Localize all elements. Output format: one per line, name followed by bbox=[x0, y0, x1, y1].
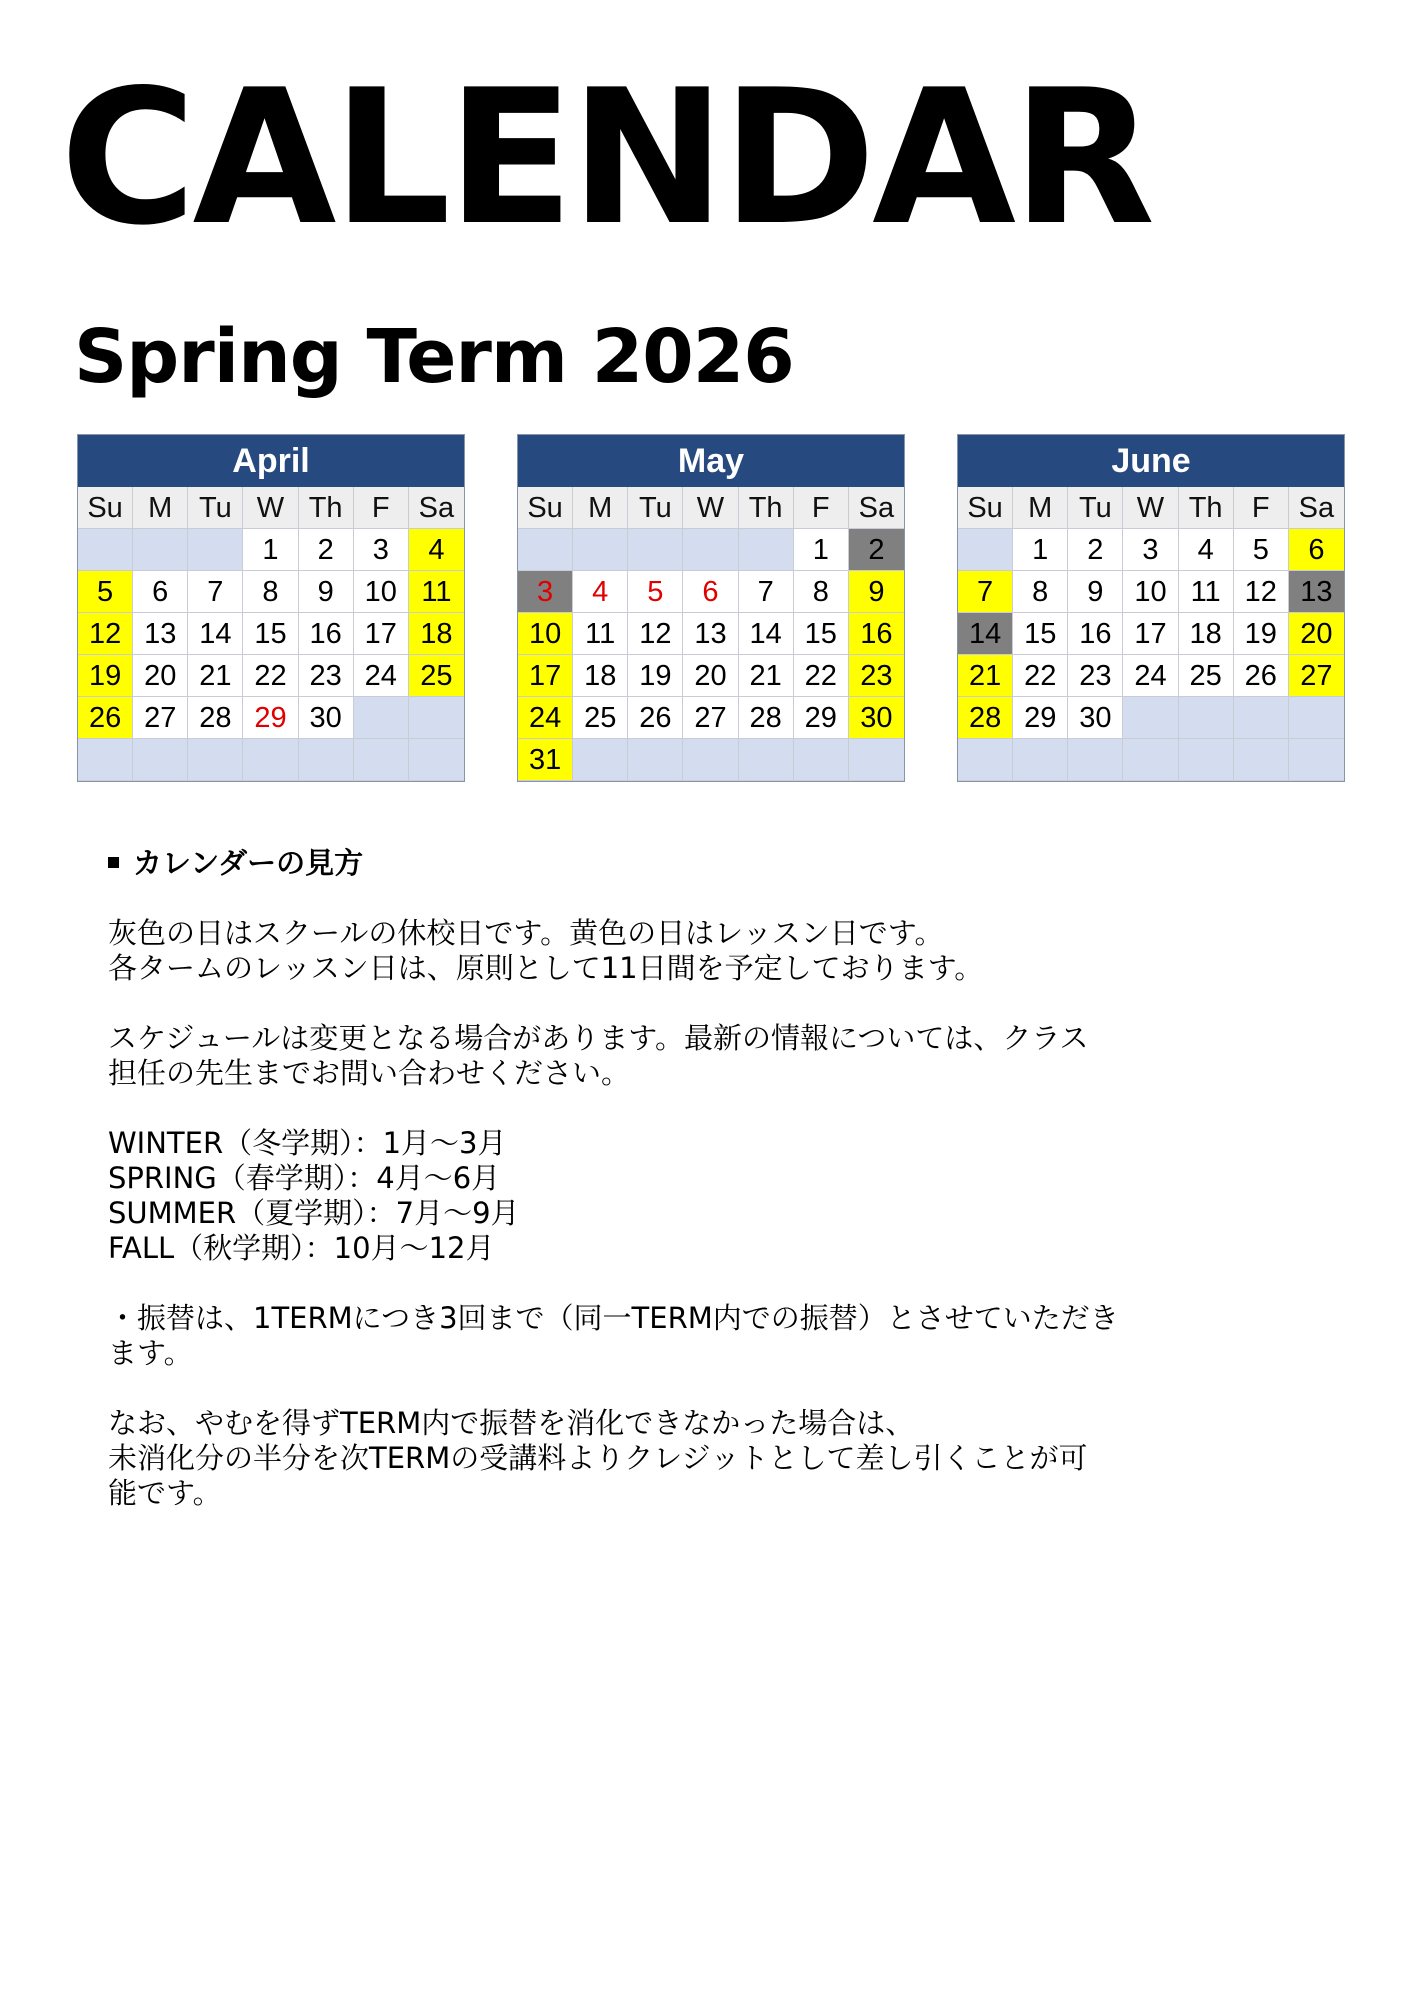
day-cell: 30 bbox=[1068, 697, 1123, 739]
empty-day-cell bbox=[739, 739, 794, 781]
day-cell: 27 bbox=[1289, 655, 1344, 697]
term-subtitle: Spring Term 2026 bbox=[74, 314, 794, 400]
day-cell: 12 bbox=[78, 613, 133, 655]
day-cell: 18 bbox=[573, 655, 628, 697]
day-cell: 7 bbox=[739, 571, 794, 613]
empty-day-cell bbox=[188, 739, 243, 781]
weekday-header: Tu bbox=[1068, 487, 1123, 529]
weekday-header: Su bbox=[78, 487, 133, 529]
day-cell: 31 bbox=[518, 739, 573, 781]
day-cell: 29 bbox=[794, 697, 849, 739]
weekday-header: M bbox=[133, 487, 188, 529]
weekday-header: W bbox=[243, 487, 298, 529]
weekday-header: Tu bbox=[628, 487, 683, 529]
empty-day-cell bbox=[794, 739, 849, 781]
month-grid bbox=[958, 487, 1344, 781]
empty-day-cell bbox=[409, 697, 464, 739]
day-cell: 30 bbox=[849, 697, 904, 739]
empty-day-cell bbox=[1179, 697, 1234, 739]
weekday-header: M bbox=[1013, 487, 1068, 529]
day-cell: 14 bbox=[739, 613, 794, 655]
empty-day-cell bbox=[1068, 739, 1123, 781]
day-cell: 1 bbox=[1013, 529, 1068, 571]
page-title: CALENDAR bbox=[60, 49, 1152, 266]
day-cell: 28 bbox=[739, 697, 794, 739]
day-cell: 14 bbox=[188, 613, 243, 655]
day-cell: 1 bbox=[243, 529, 298, 571]
day-cell: 16 bbox=[299, 613, 354, 655]
day-cell: 24 bbox=[354, 655, 409, 697]
empty-day-cell bbox=[354, 739, 409, 781]
day-cell: 25 bbox=[1179, 655, 1234, 697]
day-cell: 13 bbox=[683, 613, 738, 655]
day-cell: 8 bbox=[1013, 571, 1068, 613]
empty-day-cell bbox=[1289, 739, 1344, 781]
day-cell: 2 bbox=[1068, 529, 1123, 571]
notes-paragraph: WINTER（冬学期）：1月～3月 SPRING（春学期）：4月～6月 SUMMER（夏学期）：7月～9月 FALL（秋学期）：10月～12月 bbox=[108, 1126, 520, 1265]
day-cell: 26 bbox=[78, 697, 133, 739]
day-cell: 4 bbox=[573, 571, 628, 613]
day-cell: 11 bbox=[409, 571, 464, 613]
weekday-header: F bbox=[794, 487, 849, 529]
empty-day-cell bbox=[133, 739, 188, 781]
day-cell: 24 bbox=[518, 697, 573, 739]
weekday-header: W bbox=[1123, 487, 1178, 529]
empty-day-cell bbox=[1289, 697, 1344, 739]
day-cell: 29 bbox=[1013, 697, 1068, 739]
day-cell: 10 bbox=[354, 571, 409, 613]
day-cell: 2 bbox=[299, 529, 354, 571]
notes-paragraph: 灰色の日はスクールの休校日です。黄色の日はレッスン日です。 各タームのレッスン日は、原則として11日間を予定しております。 bbox=[108, 916, 984, 985]
empty-day-cell bbox=[683, 529, 738, 571]
day-cell: 3 bbox=[1123, 529, 1178, 571]
day-cell: 25 bbox=[573, 697, 628, 739]
day-cell: 3 bbox=[518, 571, 573, 613]
day-cell: 20 bbox=[683, 655, 738, 697]
weekday-header: Sa bbox=[849, 487, 904, 529]
day-cell: 21 bbox=[188, 655, 243, 697]
day-cell: 5 bbox=[1234, 529, 1289, 571]
day-cell: 6 bbox=[683, 571, 738, 613]
empty-day-cell bbox=[409, 739, 464, 781]
day-cell: 4 bbox=[1179, 529, 1234, 571]
empty-day-cell bbox=[628, 529, 683, 571]
day-cell: 18 bbox=[409, 613, 464, 655]
day-cell: 16 bbox=[849, 613, 904, 655]
month-grid bbox=[78, 487, 464, 781]
empty-day-cell bbox=[243, 739, 298, 781]
empty-day-cell bbox=[683, 739, 738, 781]
day-cell: 21 bbox=[958, 655, 1013, 697]
day-cell: 28 bbox=[958, 697, 1013, 739]
day-cell: 11 bbox=[1179, 571, 1234, 613]
day-cell: 23 bbox=[299, 655, 354, 697]
day-cell: 24 bbox=[1123, 655, 1178, 697]
empty-day-cell bbox=[518, 529, 573, 571]
day-cell: 16 bbox=[1068, 613, 1123, 655]
day-cell: 9 bbox=[299, 571, 354, 613]
day-cell: 15 bbox=[243, 613, 298, 655]
day-cell: 15 bbox=[1013, 613, 1068, 655]
empty-day-cell bbox=[1123, 739, 1178, 781]
day-cell: 4 bbox=[409, 529, 464, 571]
empty-day-cell bbox=[739, 529, 794, 571]
weekday-header: Sa bbox=[409, 487, 464, 529]
day-cell: 8 bbox=[794, 571, 849, 613]
weekday-header: Su bbox=[958, 487, 1013, 529]
empty-day-cell bbox=[1234, 739, 1289, 781]
empty-day-cell bbox=[78, 739, 133, 781]
day-cell: 1 bbox=[794, 529, 849, 571]
weekday-header: Su bbox=[518, 487, 573, 529]
day-cell: 9 bbox=[1068, 571, 1123, 613]
day-cell: 6 bbox=[1289, 529, 1344, 571]
day-cell: 12 bbox=[1234, 571, 1289, 613]
empty-day-cell bbox=[573, 739, 628, 781]
day-cell: 10 bbox=[518, 613, 573, 655]
month-calendar-april bbox=[77, 434, 465, 782]
day-cell: 17 bbox=[354, 613, 409, 655]
month-header: April bbox=[78, 435, 464, 487]
day-cell: 7 bbox=[958, 571, 1013, 613]
weekday-header: Sa bbox=[1289, 487, 1344, 529]
day-cell: 20 bbox=[1289, 613, 1344, 655]
day-cell: 29 bbox=[243, 697, 298, 739]
day-cell: 10 bbox=[1123, 571, 1178, 613]
day-cell: 13 bbox=[133, 613, 188, 655]
day-cell: 26 bbox=[1234, 655, 1289, 697]
day-cell: 23 bbox=[1068, 655, 1123, 697]
calendar-notes bbox=[108, 846, 1308, 1511]
notes-paragraph: スケジュールは変更となる場合があります。最新の情報については、クラス 担任の先生までお問い合わせください。 bbox=[108, 1021, 1089, 1090]
empty-day-cell bbox=[628, 739, 683, 781]
notes-paragraph: なお、やむを得ずTERM内で振替を消化できなかった場合は、 未消化分の半分を次TERMの受講料よりクレジットとして差し引くことが可 能です。 bbox=[108, 1406, 1088, 1510]
weekday-header: F bbox=[354, 487, 409, 529]
month-header: June bbox=[958, 435, 1344, 487]
day-cell: 2 bbox=[849, 529, 904, 571]
weekday-header: F bbox=[1234, 487, 1289, 529]
day-cell: 14 bbox=[958, 613, 1013, 655]
empty-day-cell bbox=[1013, 739, 1068, 781]
weekday-header: Tu bbox=[188, 487, 243, 529]
empty-day-cell bbox=[133, 529, 188, 571]
empty-day-cell bbox=[188, 529, 243, 571]
weekday-header: Th bbox=[1179, 487, 1234, 529]
empty-day-cell bbox=[573, 529, 628, 571]
day-cell: 30 bbox=[299, 697, 354, 739]
month-grid bbox=[518, 487, 904, 781]
notes-heading-text: カレンダーの見方 bbox=[133, 846, 364, 880]
day-cell: 28 bbox=[188, 697, 243, 739]
empty-day-cell bbox=[1123, 697, 1178, 739]
empty-day-cell bbox=[958, 739, 1013, 781]
day-cell: 15 bbox=[794, 613, 849, 655]
day-cell: 17 bbox=[518, 655, 573, 697]
month-calendar-may bbox=[517, 434, 905, 782]
day-cell: 22 bbox=[794, 655, 849, 697]
day-cell: 12 bbox=[628, 613, 683, 655]
weekday-header: M bbox=[573, 487, 628, 529]
day-cell: 26 bbox=[628, 697, 683, 739]
day-cell: 6 bbox=[133, 571, 188, 613]
day-cell: 27 bbox=[133, 697, 188, 739]
day-cell: 19 bbox=[628, 655, 683, 697]
weekday-header: Th bbox=[739, 487, 794, 529]
day-cell: 23 bbox=[849, 655, 904, 697]
empty-day-cell bbox=[78, 529, 133, 571]
notes-paragraph: ・振替は、1TERMにつき3回まで（同一TERM内での振替）とさせていただき ます。 bbox=[108, 1301, 1119, 1370]
day-cell: 9 bbox=[849, 571, 904, 613]
empty-day-cell bbox=[1234, 697, 1289, 739]
notes-heading bbox=[108, 846, 1308, 881]
day-cell: 5 bbox=[78, 571, 133, 613]
empty-day-cell bbox=[958, 529, 1013, 571]
weekday-header: Th bbox=[299, 487, 354, 529]
day-cell: 20 bbox=[133, 655, 188, 697]
day-cell: 11 bbox=[573, 613, 628, 655]
day-cell: 27 bbox=[683, 697, 738, 739]
empty-day-cell bbox=[1179, 739, 1234, 781]
day-cell: 22 bbox=[243, 655, 298, 697]
empty-day-cell bbox=[849, 739, 904, 781]
day-cell: 17 bbox=[1123, 613, 1178, 655]
day-cell: 13 bbox=[1289, 571, 1344, 613]
day-cell: 21 bbox=[739, 655, 794, 697]
empty-day-cell bbox=[299, 739, 354, 781]
day-cell: 7 bbox=[188, 571, 243, 613]
day-cell: 19 bbox=[78, 655, 133, 697]
month-calendar-june bbox=[957, 434, 1345, 782]
day-cell: 8 bbox=[243, 571, 298, 613]
square-bullet-icon bbox=[108, 857, 119, 868]
day-cell: 25 bbox=[409, 655, 464, 697]
month-header: May bbox=[518, 435, 904, 487]
day-cell: 5 bbox=[628, 571, 683, 613]
weekday-header: W bbox=[683, 487, 738, 529]
empty-day-cell bbox=[354, 697, 409, 739]
day-cell: 18 bbox=[1179, 613, 1234, 655]
day-cell: 3 bbox=[354, 529, 409, 571]
day-cell: 22 bbox=[1013, 655, 1068, 697]
day-cell: 19 bbox=[1234, 613, 1289, 655]
